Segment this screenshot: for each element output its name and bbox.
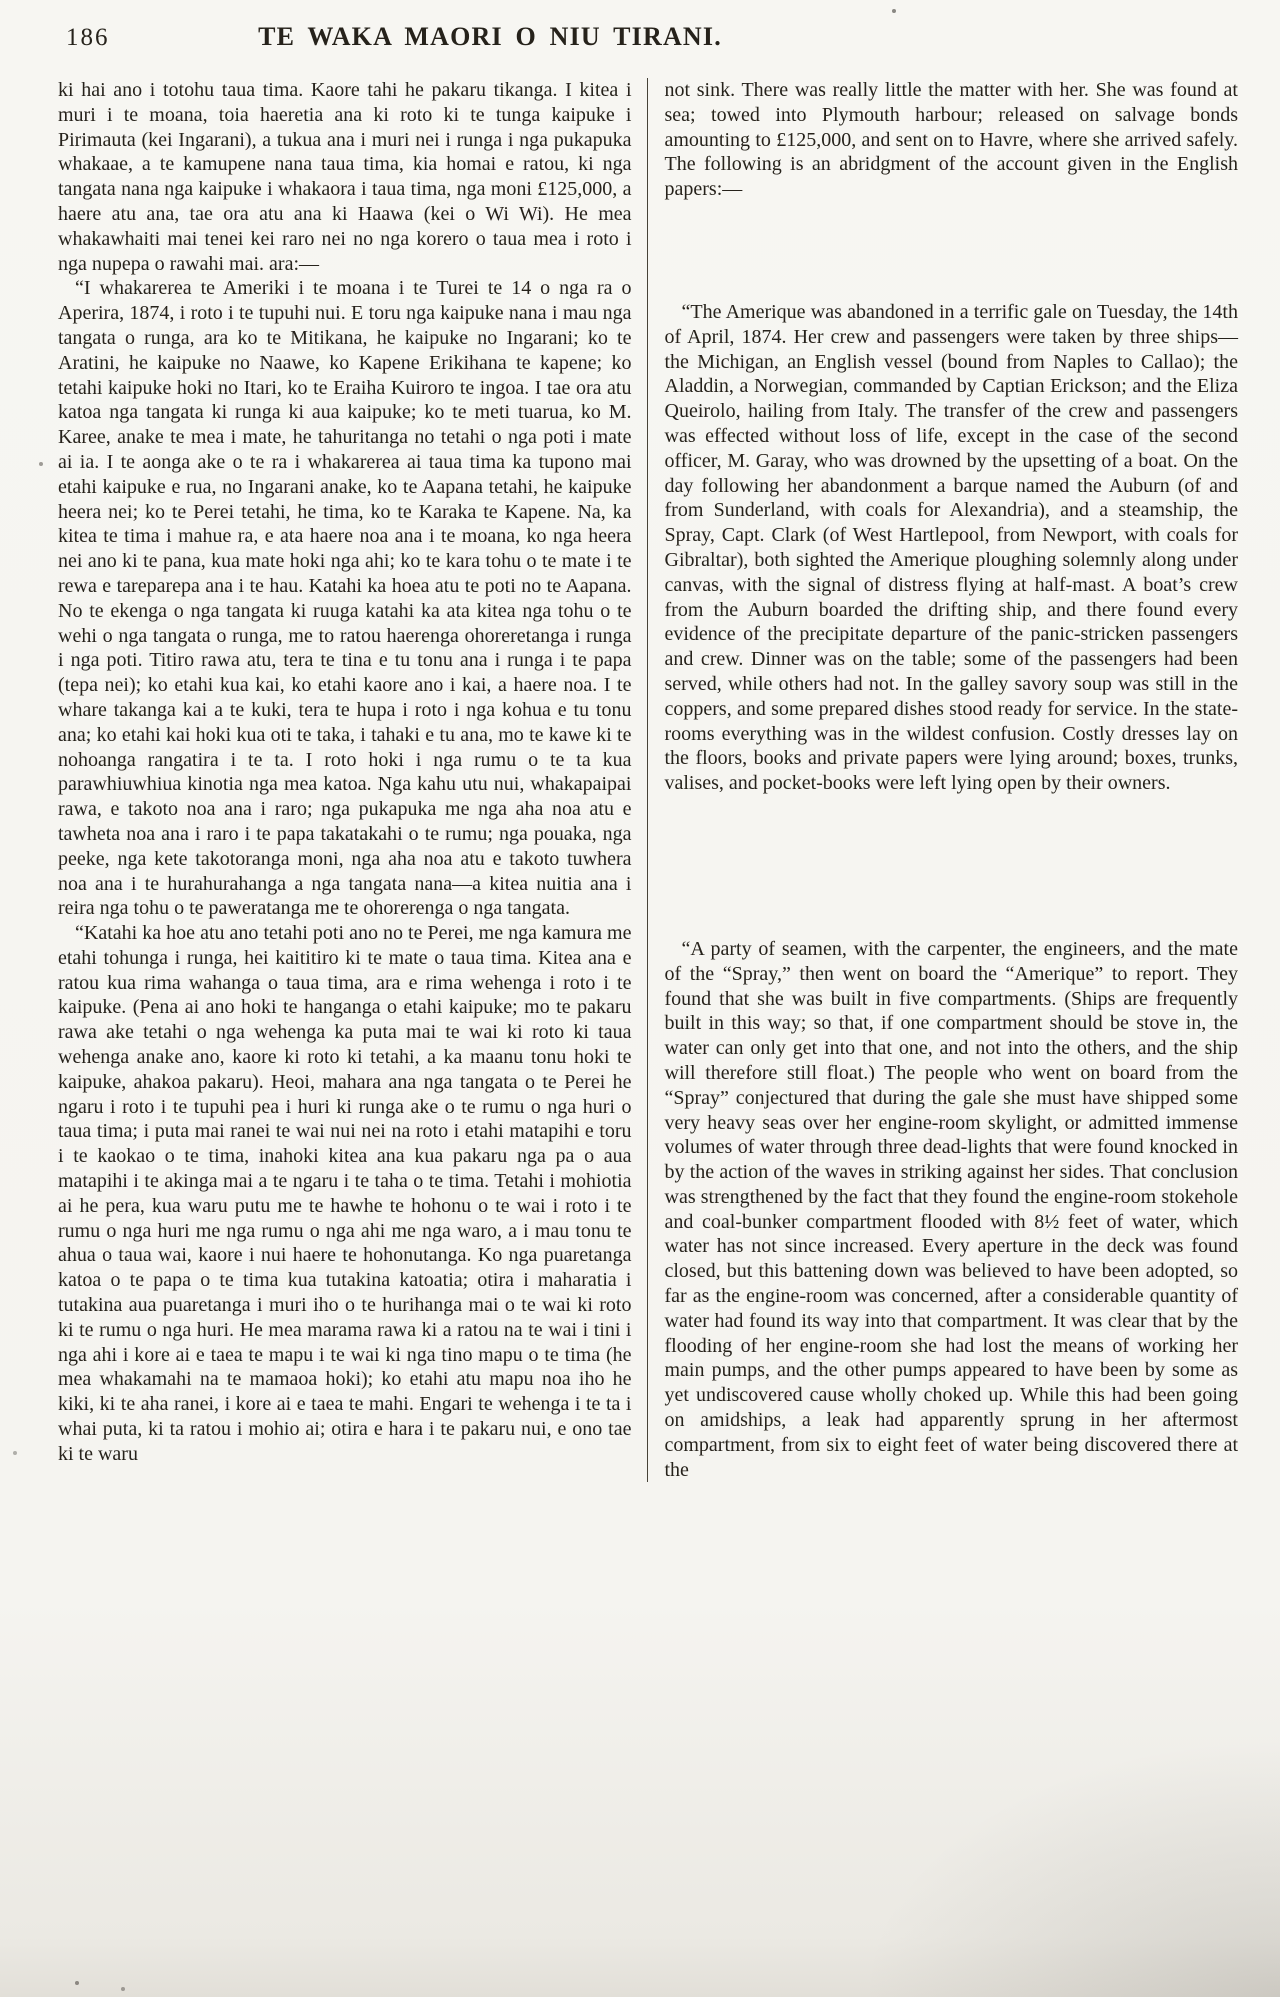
left-column-maori	[58, 78, 648, 1482]
english-paragraph-2: “The Amerique was abandoned in a terrific gale on Tuesday, the 14th of April, 1874. Her crew and passengers were taken by three ships—the Michigan, an English vessel (bound from Naples to Callao); the Aladdin, a Norwegian, commanded by Captian Erickson; and the Eliza Queirolo, hailing from Italy. The transfer of the crew and passengers was effected without loss of life, except in the case of the second officer, M. Garay, who was drowned by the upsetting of a boat. On the day following her abandonment a barque named the Auburn (of and from Sunderland, with coals for Alexandria), and a steamship, the Spray, Capt. Clark (of West Hartlepool, from Newport, with coals for Gibraltar), both sighted the Amerique ploughing solemnly along under canvas, with the signal of distress flying at half-mast. A boat’s crew from the Auburn boarded the drifting ship, and there found every evidence of the precipitate departure of the panic-stricken passengers and crew. Dinner was on the table; some of the passengers had been served, while others had not. In the galley savory soup was still in the coppers, and some prepared dishes stood ready for service. In the state-rooms everything was in the wildest confusion. Costly dresses lay on the floors, books and private papers were lying around; boxes, trunks, valises, and pocket-books were left lying open by their owners.	[664, 300, 1238, 795]
page-number: 186	[66, 24, 110, 51]
english-paragraph-1: not sink. There was really little the matter with her. She was found at sea; towed into Plymouth harbour; released on salvage bonds amounting to £125,000, and sent on to Havre, where she arrived safely. The following is an abridgment of the account given in the English papers:—	[664, 79, 1238, 201]
maori-paragraph-1: ki hai ano i totohu taua tima. Kaore tahi he pakaru tikanga. I kitea i muri i te moana, toia haeretia ana ki roto ki te tunga kaipuke i Pirimauta (kei Ingarani), a tukua ana i muri nei i runga i nga pukapuka whakaae, a te kamupene nana taua tima, kia homai e ratou, ki nga tangata nana nga kaipuke i whakaora i taua tima, nga moni £125,000, a haere atu ana, tae ora atu ana ki Haawa (kei o Wi Wi). He mea whakawhaiti mai tenei kei raro nei no nga korero o taua mea i roto i nga nupepa o rawahi mai. ara:—	[58, 79, 632, 275]
right-column-english	[648, 78, 1239, 1482]
maori-paragraph-2: “I whakarerea te Ameriki i te moana i te Turei te 14 o nga ra o Aperira, 1874, i roto i te tupuhi nui. E toru nga kaipuke nana i mau nga tangata o runga, ara ko te Mitikana, he kaipuke no Ingarani; ko te Aratini, he kaipuke no Naawe, ko Kapene Erikihana te kapene; ko tetahi kaipuke hoki no Itari, ko te Eraiha Kuiroro te ingoa. I tae ora atu katoa nga tangata ki runga ki aua kaipuke; ko te meti tuarua, ko M. Karee, anake te mea i mate, he tahuritanga no tetahi o nga poti i mate ai ia. I te aonga ake o te ra i whakarerea ai taua tima ka tupono mai etahi kaipuke e rua, no Ingarani anake, ko te Aapana tetahi, he kaipuke heera nei; ko te Perei tetahi, he tima, ko te Karaka te Kapene. Na, ka kitea te tima i mahue ra, e ata haere noa ana i te moana, ko nga heera nei ano ki te pana, kua mate hoki nga ahi; ko te kara tohu o te mate i te rewa e tareparepa ana i te hau. Katahi ka hoea atu te poti no te Aapana. No te ekenga o nga tangata ki ruuga katahi ka ata kitea nga tohu o te wehi o nga tangata o runga, me to ratou haerenga ohoreretanga i runga i nga poti. Titiro rawa atu, tera te tina e tu tonu ana i runga i te papa (tepa nei); ko etahi kua kai, ko etahi kaore ano i kai, a haere noa. I te whare takanga kai a te kuki, tera te hupa i roto i nga kohua e tu tonu ana; ko etahi kai hoki kua oti te taka, i tahaki e tu ana, mo te kawe ki te nohoanga rangatira i te ta. I roto hoki i nga rumu o te ta kua parawhiuwhiua kinotia nga mea katoa. Nga kahu utu nui, whakapaipai rawa, e takoto noa ana i raro; nga pukapuka me nga aha noa atu e tawheta noa ana i raro i te papa takatakahi o te rumu; nga pouaka, nga peeke, nga kete takotoranga moni, nga aha noa atu e takoto tuwhera noa ana i te hurahurahanga a nga tangata nana—a kitea nuitia ana i reira nga tohu o te paweratanga me te ohorerenga o nga tangata.	[58, 277, 632, 920]
english-paragraph-3: “A party of seamen, with the carpenter, the engineers, and the mate of the “Spray,” then went on board the “Amerique” to report. They found that she was built in five compartments. (Ships are frequently built in this way; so that, if one compartment should be stove in, the water can only get into that one, and not into the others, and the ship will therefore still float.) The people who went on board from the “Spray” conjectured that during the gale she must have shipped some very heavy seas over her engine-room skylight, or admitted immense volumes of water through three dead-lights that were found knocked in by the action of the waves in striking against her sides. That conclusion was strengthened by the fact that they found the engine-room stokehole and coal-bunker compartment flooded with 8½ feet of water, which water has not since increased. Every aperture in the deck was found closed, but this battening down was believed to have been adopted, so far as the engine-room was concerned, after a considerable quantity of water had found its way into that compartment. It was clear that by the flooding of her engine-room she had lost the means of working her main pumps, and the other pumps appeared to have been by some as yet undiscovered cause wholly choked up. While this had been going on amidships, a leak had apparently sprung in her aftermost compartment, from six to eight feet of water being discovered there at the	[664, 937, 1238, 1481]
page-header	[60, 20, 1235, 70]
maori-paragraph-3: “Katahi ka hoe atu ano tetahi poti ano no te Perei, me nga kamura me etahi tohunga i runga, hei kaititiro ki te mate o taua tima. Kitea ana e ratou kua rima wahanga o taua tima, ara e rima wehenga i roto i te kaipuke. (Pena ai ano hoki te hanganga o etahi kaipuke; mo te pakaru rawa ake tetahi o nga wehenga ka puta mai te wai ki roto ki taua wehenga anake ano, kaore ki roto ki tetahi, a ka maanu tonu hoki te kaipuke, ahakoa pakaru). Heoi, mahara ana nga tangata o te Perei he ngaru i roto i te tupuhi pea i huri ki runga ake o te rumu o nga huri o taua tima; i puta mai ranei te wai nui nei na roto i etahi matapihi e toru i te kaokao o te tima, inahoki kitea ana kua pakaru nga pa o aua matapihi i te akinga mai a te ngaru i te taha o te tima. Tetahi i mohiotia ai he pera, kua waru putu me te hawhe te hohonu o te wai i roto i te rumu o nga huri me nga rumu o nga ahi me nga waro, a i mau tonu te ahua o taua wai, kaore i nui haere te hohonutanga. Ko nga puaretanga katoa o te papa o te tima kua tutakina katoatia; otira i maharatia i tutakina aua puaretanga i muri iho o te hurihanga mai o te wai ki roto ki te rumu o nga huri. He mea marama rawa ki a ratou na te wai i tini i nga ahi i kore ai e taea te mapu i te wai ki nga tino mapu o te tima (he mea whakamahi na te mamaoa hoki); ko etahi atu mapu noa iho he kiki, ki te aha ranei, i kore ai e taea te mahi. Engari te wehenga i te ta i whai puta, ki ta ratou i mohio ai; otira e hara i te pakaru nui, e ono tae ki te waru	[58, 922, 632, 1465]
page-body	[58, 78, 1238, 1482]
scan-speck-artifacts	[0, 0, 2, 2]
masthead-title: TE WAKA MAORI O NIU TIRANI.	[258, 22, 722, 51]
